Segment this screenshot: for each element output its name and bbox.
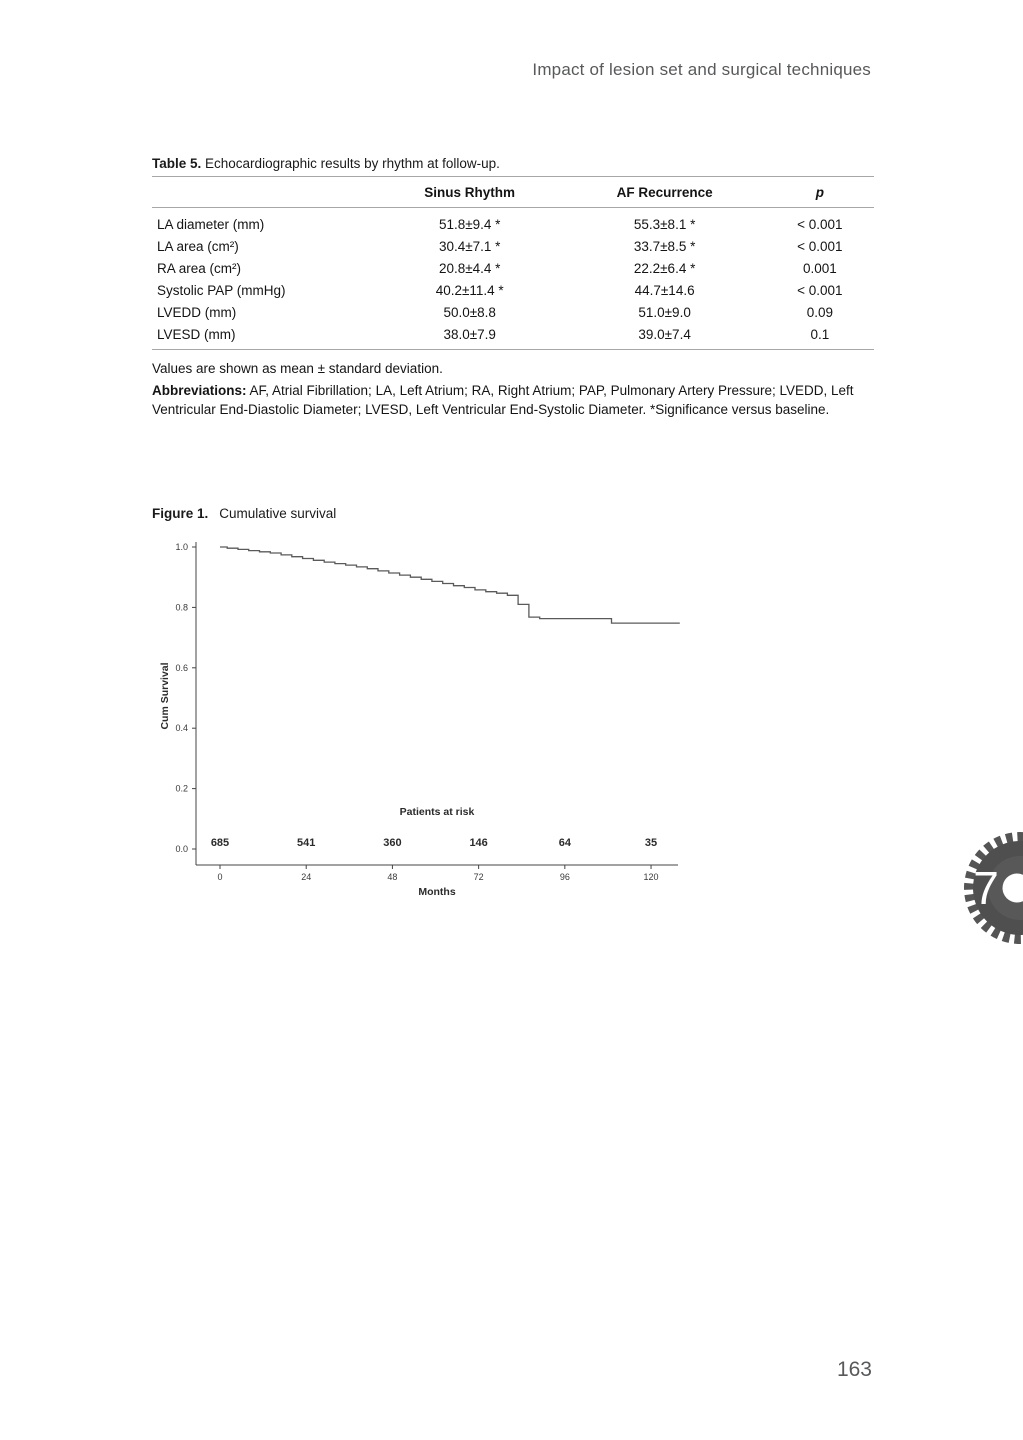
table-cell: < 0.001	[797, 217, 843, 232]
table-cell: < 0.001	[797, 239, 843, 254]
abbreviations-label: Abbreviations:	[152, 382, 247, 398]
table-caption	[152, 156, 874, 171]
table-cell: LVESD (mm)	[157, 327, 236, 342]
figure-caption	[152, 506, 732, 521]
table-cell: 0.09	[806, 305, 833, 320]
table-row	[152, 324, 874, 350]
table-row	[152, 258, 874, 280]
table-cell: 39.0±7.4	[638, 327, 691, 342]
table-cell: 55.3±8.1 *	[633, 217, 696, 232]
table-footnote-abbreviations	[152, 381, 874, 420]
running-head: Impact of lesion set and surgical techniques	[532, 60, 871, 79]
x-tick-label: 120	[643, 872, 659, 882]
chapter-gear-icon	[960, 828, 1023, 948]
at-risk-count: 360	[383, 837, 402, 849]
column-header: Sinus Rhythm	[376, 177, 564, 208]
results-table	[152, 176, 874, 350]
table-cell: LA diameter (mm)	[157, 217, 265, 232]
y-tick-label: 0.8	[175, 602, 188, 613]
x-tick-label: 48	[387, 872, 398, 882]
table-body	[152, 208, 874, 350]
table-cell: 40.2±11.4 *	[435, 283, 504, 298]
table-cell: < 0.001	[797, 283, 843, 298]
table-row	[152, 236, 874, 258]
table-row	[152, 302, 874, 324]
table-cell: Systolic PAP (mmHg)	[157, 283, 286, 298]
at-risk-count: 35	[644, 837, 658, 849]
x-tick-label: 96	[559, 872, 570, 882]
at-risk-count: 146	[469, 837, 488, 849]
table-cell: 38.0±7.9	[443, 327, 496, 342]
x-tick-label: 72	[473, 872, 484, 882]
x-tick-label: 24	[301, 872, 312, 882]
survival-curve	[220, 547, 680, 623]
x-axis-title: Months	[418, 886, 456, 898]
y-tick-label: 0.4	[175, 723, 188, 734]
table-row	[152, 280, 874, 302]
figure-caption-text: Cumulative survival	[219, 506, 337, 521]
y-axis-title: Cum Survival	[159, 662, 171, 730]
table-cell: LA area (cm²)	[157, 239, 239, 254]
table-cell: RA area (cm²)	[157, 261, 242, 276]
survival-chart	[150, 534, 695, 904]
abbreviations-text: AF, Atrial Fibrillation; LA, Left Atrium; RA, Right Atrium; PAP, Pulmonary Artery Pressure; LVEDD, Left Ventricular End-Diastolic Diameter; LVESD, Left Ventricular End-Systolic Diameter. *Significance versus baseline.	[152, 382, 854, 418]
column-header: AF Recurrence	[564, 177, 766, 208]
figure1-section	[152, 506, 732, 904]
column-header	[152, 177, 376, 208]
y-tick-label: 0.6	[175, 662, 188, 673]
column-header: p	[766, 177, 874, 208]
table-cell: 44.7±14.6	[634, 283, 695, 298]
table-cell: 0.001	[802, 261, 837, 276]
table-cell: 51.8±9.4 *	[438, 217, 501, 232]
page-number: 163	[836, 1358, 872, 1381]
at-risk-count: 685	[210, 837, 230, 849]
table-cell: 20.8±4.4 *	[438, 261, 501, 276]
table-footnote-values: Values are shown as mean ± standard deviation.	[152, 361, 443, 376]
table-cell: 33.7±8.5 *	[633, 239, 696, 254]
table-cell: 30.4±7.1 *	[438, 239, 501, 254]
patients-at-risk-label: Patients at risk	[399, 806, 475, 818]
table-cell: 22.2±6.4 *	[633, 261, 696, 276]
y-tick-label: 0.0	[175, 844, 188, 854]
table-label: Table 5.	[152, 156, 202, 171]
table-cell: LVEDD (mm)	[157, 305, 237, 320]
at-risk-count: 64	[558, 837, 571, 849]
chapter-number: 7	[973, 862, 999, 914]
table-header-row	[152, 177, 874, 208]
x-tick-label: 0	[217, 872, 223, 882]
table-cell: 0.1	[810, 327, 830, 342]
at-risk-count: 541	[297, 837, 316, 849]
y-tick-label: 0.2	[175, 783, 188, 794]
y-tick-label: 1.0	[175, 542, 188, 552]
table-row	[152, 208, 874, 236]
table-cell: 51.0±9.0	[638, 305, 691, 320]
table5-section	[152, 156, 874, 420]
table-caption-text: Echocardiographic results by rhythm at follow-up.	[201, 156, 500, 171]
table-cell: 50.0±8.8	[443, 305, 496, 320]
figure-label: Figure 1.	[152, 506, 209, 521]
